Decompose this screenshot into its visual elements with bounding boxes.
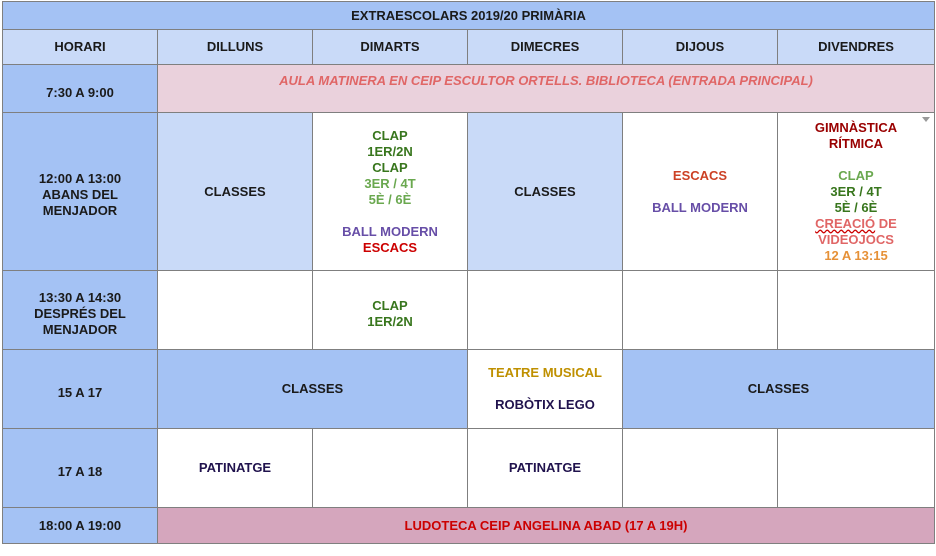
activity-level: 1ER/2N	[367, 314, 413, 329]
ludoteca-cell[interactable]	[158, 508, 935, 544]
dijous-cell[interactable]	[623, 271, 778, 350]
activity-creacio	[778, 216, 934, 232]
title-row	[3, 2, 935, 30]
spacer	[313, 208, 467, 224]
dropdown-arrow-icon[interactable]	[922, 117, 930, 122]
classes-label: CLASSES	[204, 183, 266, 199]
activity-escacs: ESCACS	[672, 167, 728, 183]
time-cell[interactable]: 17 A 18	[3, 429, 158, 508]
time-cell[interactable]: 15 A 17	[3, 350, 158, 429]
dimarts-cell[interactable]	[313, 113, 468, 271]
time-line: 12:00 A 13:00	[38, 170, 122, 186]
row-1700	[3, 429, 935, 508]
ludoteca-text: LUDOTECA CEIP ANGELINA ABAD (17 A 19H)	[404, 517, 688, 533]
header-horari[interactable]: HORARI	[3, 30, 158, 65]
row-1800	[3, 508, 935, 544]
dimecres-cell[interactable]	[468, 271, 623, 350]
row-1500	[3, 350, 935, 429]
dilluns-dimarts-cell[interactable]	[158, 350, 468, 429]
time-cell[interactable]	[3, 113, 158, 271]
activity-level: 3ER / 4T	[364, 175, 416, 191]
activity-clap: CLAP	[838, 167, 874, 183]
dilluns-cell[interactable]	[158, 113, 313, 271]
row-1200	[3, 113, 935, 271]
dilluns-cell[interactable]	[158, 429, 313, 508]
activity-level: 3ER / 4T	[830, 183, 882, 199]
dijous-divendres-cell[interactable]	[623, 350, 935, 429]
dimecres-cell[interactable]	[468, 429, 623, 508]
header-divendres[interactable]: DIVENDRES	[778, 30, 935, 65]
header-row	[3, 30, 935, 65]
activity-level: 5È / 6È	[368, 191, 412, 207]
time-line: MENJADOR	[42, 202, 118, 218]
header-dimarts[interactable]: DIMARTS	[313, 30, 468, 65]
activity-creacio-word: DE	[878, 215, 897, 231]
aula-matinera-text: AULA MATINERA EN CEIP ESCULTOR ORTELLS. BIBLIOTECA (ENTRADA PRINCIPAL)	[279, 73, 813, 88]
time-line: DESPRÉS DEL	[34, 306, 126, 321]
dimecres-cell[interactable]	[468, 113, 623, 271]
time-cell[interactable]: 18:00 A 19:00	[3, 508, 158, 544]
activity-level: 5È / 6È	[834, 199, 878, 215]
time-cell[interactable]: 7:30 A 9:00	[3, 65, 158, 113]
divendres-cell[interactable]	[778, 113, 935, 271]
sheet-title[interactable]: EXTRAESCOLARS 2019/20 PRIMÀRIA	[3, 2, 935, 30]
activity-clap: CLAP	[372, 127, 408, 143]
activity-patinatge: PATINATGE	[508, 460, 582, 475]
dijous-cell[interactable]	[623, 113, 778, 271]
row-0730	[3, 65, 935, 113]
activity-ball-modern: BALL MODERN	[342, 223, 438, 239]
activity-robotix-lego: ROBÒTIX LEGO	[495, 397, 595, 412]
time-line: ABANS DEL	[42, 186, 118, 202]
dimecres-cell[interactable]	[468, 350, 623, 429]
aula-matinera-cell[interactable]	[158, 65, 935, 113]
classes-label: CLASSES	[281, 381, 344, 396]
dilluns-cell[interactable]	[158, 271, 313, 350]
spacer	[468, 381, 622, 397]
header-dilluns[interactable]: DILLUNS	[158, 30, 313, 65]
classes-label: CLASSES	[747, 381, 810, 396]
spacer	[778, 152, 934, 168]
spellcheck-word: CREACIÓ	[815, 215, 876, 231]
row-1330	[3, 271, 935, 350]
activity-gimnastica: RÍTMICA	[828, 135, 884, 151]
activity-gimnastica: GIMNÀSTICA	[814, 119, 898, 135]
activity-clap: CLAP	[372, 159, 408, 175]
classes-label: CLASSES	[514, 183, 576, 199]
header-dimecres[interactable]: DIMECRES	[468, 30, 623, 65]
dimarts-cell[interactable]	[313, 429, 468, 508]
spacer	[623, 184, 777, 200]
dijous-cell[interactable]	[623, 429, 778, 508]
activity-time: 12 A 13:15	[824, 247, 888, 263]
dimarts-cell[interactable]	[313, 271, 468, 350]
divendres-cell[interactable]	[778, 271, 935, 350]
time-line: MENJADOR	[42, 322, 118, 337]
time-line: 13:30 A 14:30	[38, 290, 122, 305]
activity-teatre-musical: TEATRE MUSICAL	[488, 365, 602, 380]
activity-ball-modern: BALL MODERN	[652, 199, 748, 215]
time-cell[interactable]	[3, 271, 158, 350]
divendres-cell[interactable]	[778, 429, 935, 508]
activity-escacs: ESCACS	[362, 239, 418, 255]
activity-patinatge: PATINATGE	[198, 460, 272, 475]
extraescolars-schedule-table	[2, 1, 935, 544]
activity-level: 1ER/2N	[367, 143, 413, 159]
activity-videojocs: VIDEOJOCS	[818, 231, 894, 247]
header-dijous[interactable]: DIJOUS	[623, 30, 778, 65]
activity-clap: CLAP	[372, 298, 408, 313]
